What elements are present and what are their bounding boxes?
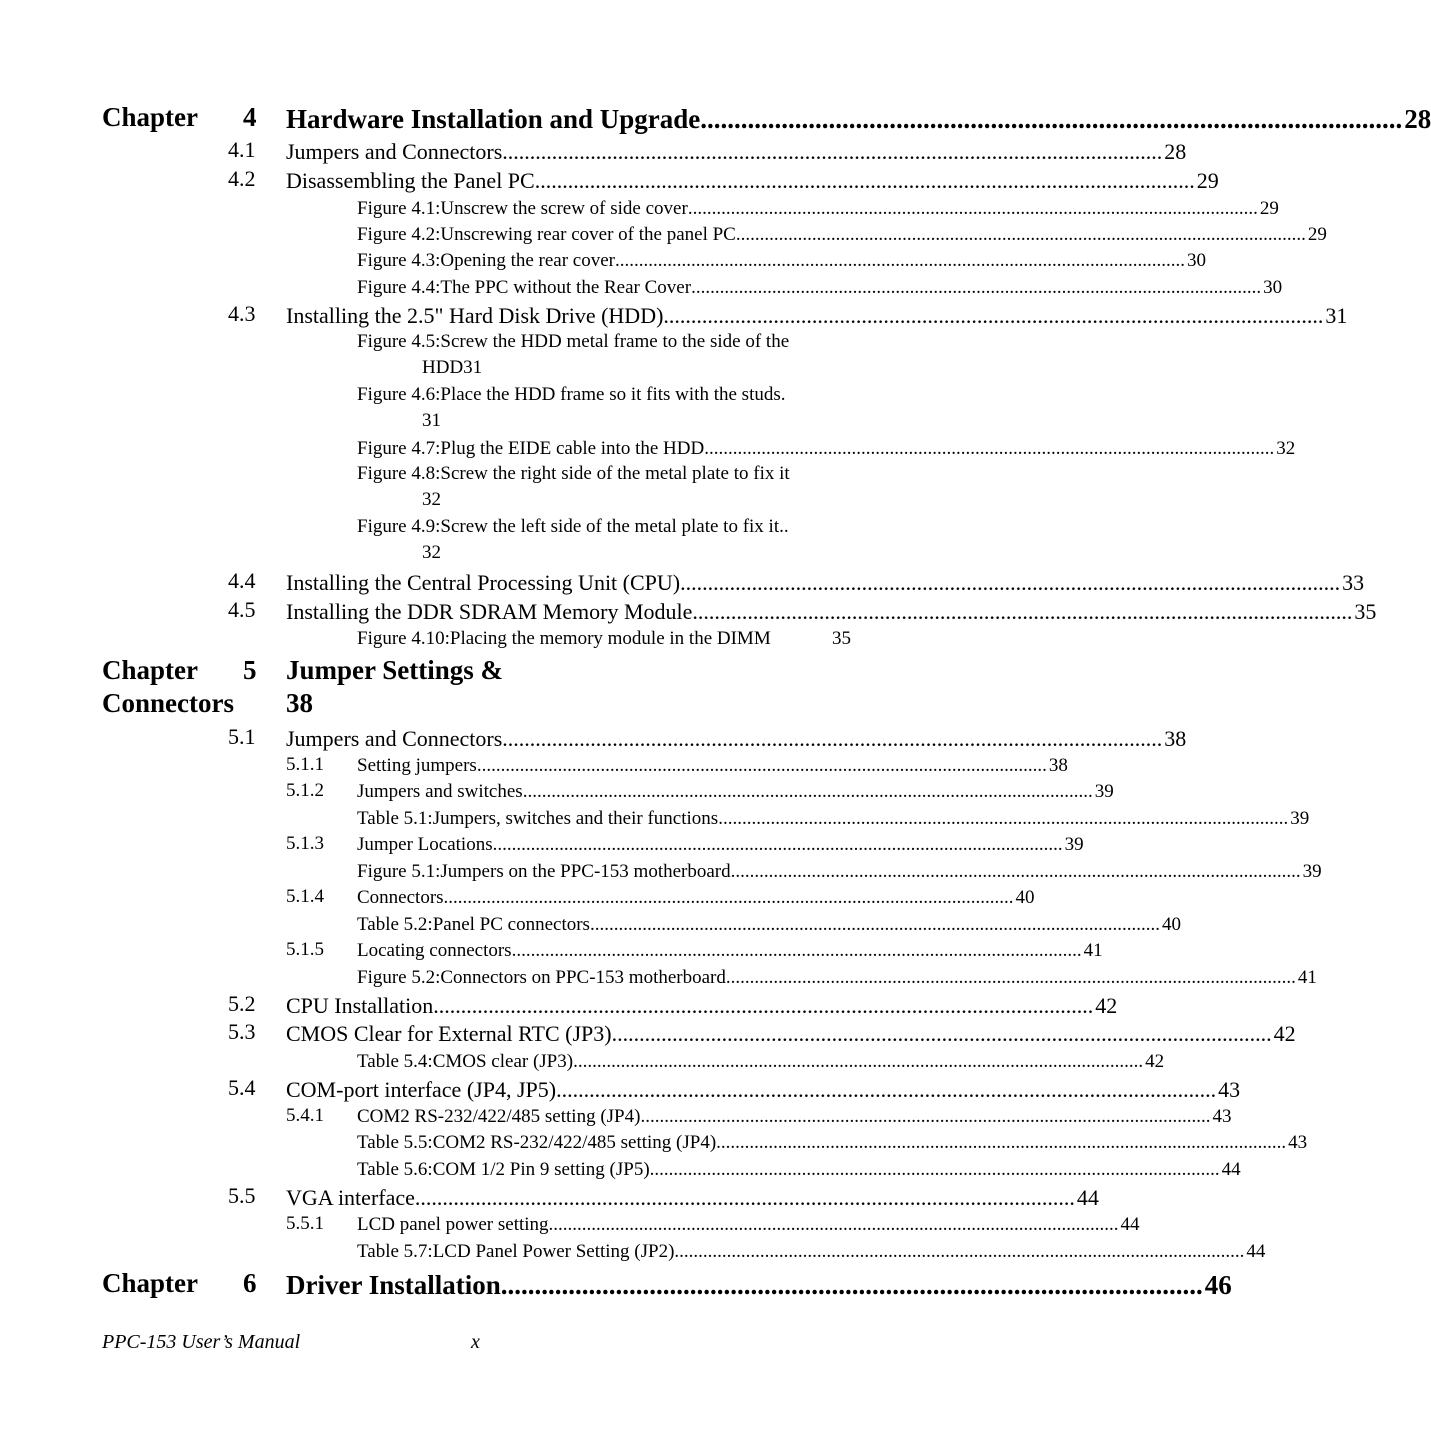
page-number: 28 [1404, 104, 1431, 134]
page-number: 30 [1263, 277, 1283, 298]
section-number: 5.1 [228, 724, 256, 749]
section-number: 4.2 [228, 166, 256, 191]
chapter-label: Chapter [102, 1268, 198, 1298]
footer-manual-title: PPC-153 User’s Manual [102, 1331, 301, 1353]
chapter-label: Chapter [102, 655, 198, 685]
toc-entry-4-4[interactable] [286, 570, 1365, 596]
page-number: 29 [1259, 198, 1279, 219]
subsection-title: Locating connectors [357, 940, 512, 961]
page-number: 29 [1196, 168, 1219, 193]
section-title: Installing the 2.5" Hard Disk Drive (HDD) [286, 303, 664, 328]
section-number: 5.2 [228, 991, 256, 1016]
page-number: 43 [1218, 1077, 1241, 1102]
toc-entry-4-5[interactable] [286, 599, 1377, 625]
dot-leader: ........................................................................................................................ [691, 277, 1262, 298]
section-number: 4.4 [228, 568, 256, 593]
figure-continuation: HDD31 [422, 357, 483, 378]
page-number: 40 [1161, 914, 1181, 935]
page-number: 39 [1290, 808, 1310, 829]
section-number: 4.1 [228, 137, 256, 162]
figure-title: Figure 4.3:Opening the rear cover [357, 250, 615, 271]
chapter-number: 6 [243, 1268, 257, 1298]
toc-entry-table-5-4[interactable] [357, 1051, 1165, 1073]
dot-leader: ........................................................................................................................ [492, 834, 1063, 855]
dot-leader: ........................................................................................................................ [730, 861, 1301, 882]
chapter-title[interactable]: Jumper Settings & [286, 655, 504, 685]
subsection-number: 5.5.1 [286, 1213, 324, 1234]
dot-leader: ........................................................................................................................ [414, 1185, 1075, 1210]
figure-continuation: 32 [422, 489, 441, 510]
toc-entry-5-1-4[interactable] [357, 887, 1035, 909]
toc-entry-5-5-1[interactable] [357, 1214, 1140, 1236]
toc-entry-5-3[interactable] [286, 1021, 1296, 1047]
subsection-number: 5.1.4 [286, 886, 324, 907]
page-number: 43 [1288, 1132, 1308, 1153]
dot-leader: ........................................................................................................................ [615, 250, 1185, 271]
dot-leader: ........................................................................................................................ [573, 1051, 1144, 1072]
dot-leader: ........................................................................................................................ [704, 438, 1275, 459]
page-number: 32 [1276, 438, 1296, 459]
page-number: 40 [1015, 887, 1035, 908]
chapter-label: Chapter [102, 102, 198, 132]
toc-entry-5-4-1[interactable] [357, 1106, 1232, 1128]
page-number: 38 [1048, 755, 1068, 776]
dot-leader: ........................................................................................................................ [589, 914, 1160, 935]
page-number: 33 [1342, 570, 1365, 595]
dot-leader: ........................................................................................................................ [511, 940, 1082, 961]
figure-continuation: 31 [422, 410, 441, 431]
section-number: 5.3 [228, 1019, 256, 1044]
toc-entry-5-1-1[interactable] [357, 755, 1068, 777]
page-number: 44 [1120, 1214, 1140, 1235]
page-number: 39 [1302, 861, 1322, 882]
toc-entry-5-4[interactable] [286, 1077, 1241, 1103]
page-number: 28 [1164, 139, 1187, 164]
dot-leader: ........................................................................................................................ [663, 303, 1324, 328]
section-title: CMOS Clear for External RTC (JP3) [286, 1021, 612, 1046]
page-number: 35 [1354, 599, 1377, 624]
page-number: 41 [1297, 967, 1317, 988]
toc-entry-4-3[interactable] [286, 303, 1348, 329]
toc-entry-figure-4-4[interactable] [357, 277, 1283, 299]
subsection-title: Jumpers and switches [357, 781, 523, 802]
page-number: 46 [1204, 1270, 1232, 1300]
figure-title: Figure 4.2:Unscrewing rear cover of the panel PC [357, 224, 736, 245]
footer-page-number: x [471, 1331, 480, 1353]
subsection-number: 5.1.2 [286, 780, 324, 801]
dot-leader: ........................................................................................................................ [735, 224, 1306, 245]
chapter-title: Hardware Installation and Upgrade [286, 104, 701, 134]
section-title: VGA interface [286, 1185, 415, 1210]
table-title: Table 5.5:COM2 RS-232/422/485 setting (JP4) [357, 1132, 717, 1153]
table-title: Table 5.2:Panel PC connectors [357, 914, 590, 935]
toc-entry-figure-4-1[interactable] [357, 198, 1279, 220]
chapter-number: 4 [243, 102, 257, 132]
section-title: Installing the Central Processing Unit (CPU) [286, 570, 681, 595]
page-number: 38 [1164, 726, 1187, 751]
dot-leader: ........................................................................................................................ [725, 967, 1296, 988]
page-number: 42 [1145, 1051, 1165, 1072]
figure-title[interactable]: Figure 4.6:Place the HDD frame so it fits with the studs. [357, 384, 786, 405]
subsection-title: Setting jumpers [357, 755, 477, 776]
page-number: 31 [1325, 303, 1348, 328]
dot-leader: ........................................................................................................................ [476, 755, 1047, 776]
figure-title[interactable]: Figure 4.5:Screw the HDD metal frame to the side of the [357, 331, 790, 352]
figure-title: Figure 4.7:Plug the EIDE cable into the HDD [357, 438, 705, 459]
subsection-number: 5.1.3 [286, 833, 324, 854]
subsection-number: 5.1.5 [286, 939, 324, 960]
toc-entry-5-1-3[interactable] [357, 834, 1084, 856]
dot-leader: ........................................................................................................................ [534, 168, 1195, 193]
toc-entry-table-5-6[interactable] [357, 1159, 1241, 1181]
toc-entry-figure-4-3[interactable] [357, 250, 1206, 272]
page-number: 38 [286, 688, 313, 718]
table-title: Table 5.6:COM 1/2 Pin 9 setting (JP5) [357, 1159, 650, 1180]
subsection-number: 5.1.1 [286, 754, 324, 775]
dot-leader: ........................................................................................................................ [548, 1214, 1119, 1235]
figure-title: Figure 5.1:Jumpers on the PPC-153 motherboard [357, 861, 731, 882]
dot-leader: ........................................................................................................................ [502, 726, 1163, 751]
dot-leader: ........................................................................................................ [700, 104, 1403, 134]
figure-continuation: 32 [422, 542, 441, 563]
section-title: CPU Installation [286, 993, 434, 1018]
dot-leader: ........................................................................................................................ [556, 1077, 1217, 1102]
toc-entry-table-5-1[interactable] [357, 808, 1310, 830]
toc-entry-figure-5-2[interactable] [357, 967, 1317, 989]
page-number: 35 [832, 628, 851, 649]
figure-title: Figure 4.1:Unscrew the screw of side cover [357, 198, 688, 219]
dot-leader: ........................................................................................................................ [718, 808, 1289, 829]
dot-leader: ........................................................................................................................ [692, 599, 1353, 624]
page-number: 29 [1307, 224, 1327, 245]
toc-entry-figure-5-1[interactable] [357, 861, 1322, 883]
dot-leader: ........................................................................................................................ [443, 887, 1014, 908]
toc-entry-5-1[interactable] [286, 726, 1187, 752]
section-title: Installing the DDR SDRAM Memory Module [286, 599, 693, 624]
page-number: 42 [1273, 1021, 1296, 1046]
page-number: 39 [1094, 781, 1114, 802]
section-title: Jumpers and Connectors [286, 139, 503, 164]
toc-entry-table-5-5[interactable] [357, 1132, 1308, 1154]
toc-entry-5-5[interactable] [286, 1185, 1099, 1211]
page-number: 44 [1246, 1241, 1266, 1262]
dot-leader: ........................................................................................................................ [687, 198, 1258, 219]
subsection-number: 5.4.1 [286, 1105, 324, 1126]
toc-entry-4-1[interactable] [286, 139, 1187, 165]
dot-leader: ........................................................................................................................ [649, 1159, 1220, 1180]
subsection-title: LCD panel power setting [357, 1214, 549, 1235]
dot-leader: ........................................................................................................................ [680, 570, 1341, 595]
toc-entry-chapter-4[interactable] [286, 104, 1431, 135]
page-number: 30 [1187, 250, 1206, 271]
figure-title[interactable]: Figure 4.9:Screw the left side of the metal plate to fix it.. [357, 516, 789, 537]
dot-leader: ........................................................................................................................ [433, 993, 1094, 1018]
dot-leader: ........................................................................................................................ [502, 139, 1163, 164]
dot-leader: ........................................................................................................................ [611, 1021, 1272, 1046]
section-title: Disassembling the Panel PC [286, 168, 535, 193]
figure-title: Figure 4.10:Placing the memory module in the DIMM [357, 628, 771, 649]
dot-leader: ........................................................................................................................ [522, 781, 1093, 802]
section-number: 4.3 [228, 301, 256, 326]
toc-entry-5-1-5[interactable] [357, 940, 1103, 962]
subsection-title: Jumper Locations [357, 834, 493, 855]
page-number: 41 [1083, 940, 1103, 961]
subsection-title: COM2 RS-232/422/485 setting (JP4) [357, 1106, 641, 1127]
toc-entry-figure-4-7[interactable] [357, 438, 1296, 460]
figure-title[interactable]: Figure 4.8:Screw the right side of the metal plate to fix it [357, 463, 790, 484]
page-number: 44 [1221, 1159, 1241, 1180]
chapter-number: 5 [243, 655, 257, 685]
page-number: 42 [1095, 993, 1118, 1018]
page-number: 44 [1076, 1185, 1099, 1210]
toc-entry-table-5-7[interactable] [357, 1241, 1266, 1263]
toc-entry-5-1-2[interactable] [357, 781, 1114, 803]
toc-entry-figure-4-2[interactable] [357, 224, 1327, 246]
figure-title: Figure 5.2:Connectors on PPC-153 motherboard [357, 967, 726, 988]
figure-title: Figure 4.4:The PPC without the Rear Cover [357, 277, 692, 298]
page-number: 43 [1212, 1106, 1232, 1127]
dot-leader: ........................................................................................................................ [674, 1241, 1245, 1262]
toc-entry-4-2[interactable] [286, 168, 1219, 194]
dot-leader: ........................................................................................................................ [640, 1106, 1211, 1127]
toc-entry-figure-4-10[interactable] [357, 628, 851, 650]
chapter-title: Driver Installation [286, 1270, 501, 1300]
dot-leader: ........................................................................................................ [500, 1270, 1203, 1300]
section-title: COM-port interface (JP4, JP5) [286, 1077, 557, 1102]
section-number: 5.4 [228, 1075, 256, 1100]
section-title: Jumpers and Connectors [286, 726, 503, 751]
chapter-label-continued: Connectors [102, 688, 234, 718]
table-title: Table 5.1:Jumpers, switches and their functions [357, 808, 719, 829]
table-title: Table 5.7:LCD Panel Power Setting (JP2) [357, 1241, 675, 1262]
subsection-title: Connectors [357, 887, 444, 908]
dot-leader: ........................................................................................................................ [716, 1132, 1287, 1153]
toc-entry-5-2[interactable] [286, 993, 1118, 1019]
toc-entry-chapter-6[interactable] [286, 1270, 1232, 1301]
page-number: 39 [1064, 834, 1084, 855]
section-number: 5.5 [228, 1183, 256, 1208]
table-title: Table 5.4:CMOS clear (JP3) [357, 1051, 574, 1072]
toc-entry-table-5-2[interactable] [357, 914, 1181, 936]
section-number: 4.5 [228, 597, 256, 622]
